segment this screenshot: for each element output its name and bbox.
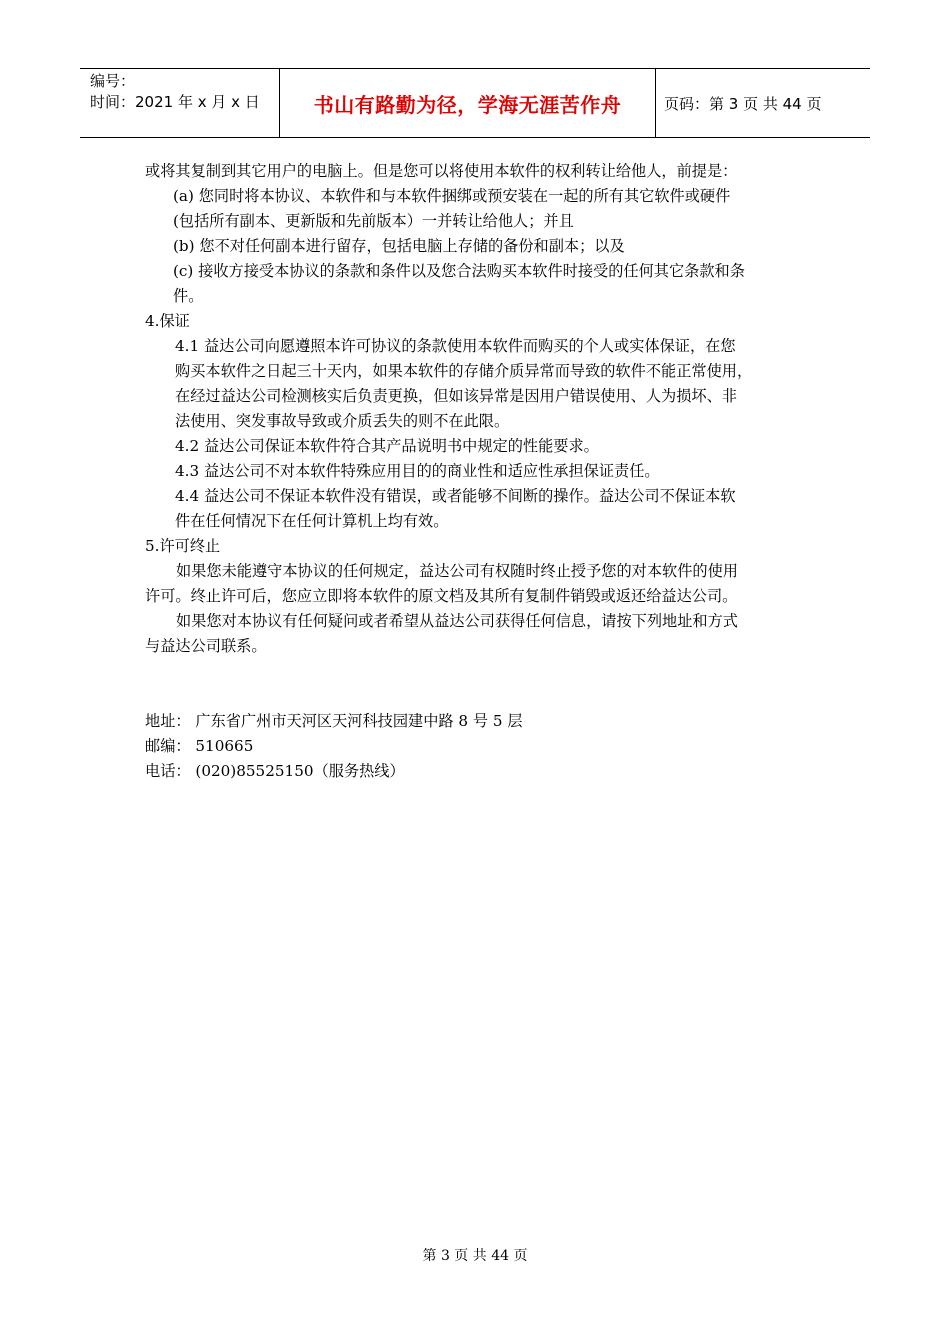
clause-c-line1: (c) 接收方接受本协议的条款和条件以及您合法购买本软件时接受的任何其它条款和条 xyxy=(173,262,745,280)
section-4-1-line1: 4.1 益达公司向愿遵照本许可协议的条款使用本软件而购买的个人或实体保证，在您 xyxy=(175,337,736,355)
section-4-2: 4.2 益达公司保证本软件符合其产品说明书中规定的性能要求。 xyxy=(175,437,599,455)
document-date: 时间：2021 年 x 月 x 日 xyxy=(90,93,260,111)
section-5-title: 5.许可终止 xyxy=(145,537,221,555)
section-4-4-line1: 4.4 益达公司不保证本软件没有错误，或者能够不间断的操作。益达公司不保证本软 xyxy=(175,487,736,505)
document-number-label: 编号： xyxy=(90,72,136,90)
footer-page-number: 第 3 页 共 44 页 xyxy=(422,1248,528,1264)
section-4-3: 4.3 益达公司不对本软件特殊应用目的的商业性和适应性承担保证责任。 xyxy=(175,462,660,480)
section-4-1-line3: 在经过益达公司检测核实后负责更换，但如该异常是因用户错误使用、人为损坏、非 xyxy=(175,387,737,405)
clause-c-line2: 件。 xyxy=(173,287,204,305)
section-5-paragraph2-line2: 与益达公司联系。 xyxy=(145,637,267,655)
clause-b: (b) 您不对任何副本进行留存，包括电脑上存储的备份和副本；以及 xyxy=(173,237,625,255)
contact-postcode: 邮编： 510665 xyxy=(145,737,254,755)
section-4-1-line4: 法使用、突发事故导致或介质丢失的则不在此限。 xyxy=(175,412,510,430)
contact-phone: 电话： (020)85525150（服务热线） xyxy=(145,762,405,780)
section-5-paragraph1-line1: 如果您未能遵守本协议的任何规定，益达公司有权随时终止授予您的对本软件的使用 xyxy=(176,562,738,580)
spacer xyxy=(145,659,813,709)
header-page-info: 页码：第 3 页 共 44 页 xyxy=(664,94,822,113)
section-4-4-line2: 件在任何情况下在任何计算机上均有效。 xyxy=(175,512,449,530)
section-4-1-line2: 购买本软件之日起三十天内，如果本软件的存储介质异常而导致的软件不能正常使用， xyxy=(175,362,753,380)
header-motto: 书山有路勤为径，学海无涯苦作舟 xyxy=(280,69,656,137)
section-4-title: 4.保证 xyxy=(145,312,190,330)
clause-a-line2: (包括所有副本、更新版和先前版本）一并转让给他人；并且 xyxy=(173,212,574,230)
body-paragraph: 或将其复制到其它用户的电脑上。但是您可以将使用本软件的权利转让给他人，前提是： xyxy=(145,162,738,180)
clause-a-line1: (a) 您同时将本协议、本软件和与本软件捆绑或预安装在一起的所有其它软件或硬件 xyxy=(173,187,731,205)
contact-address: 地址： 广东省广州市天河区天河科技园建中路 8 号 5 层 xyxy=(145,712,523,730)
section-5-paragraph1-line2: 许可。终止许可后，您应立即将本软件的原文档及其所有复制件销毁或返还给益达公司。 xyxy=(145,587,738,605)
document-body xyxy=(145,159,813,784)
header-meta xyxy=(80,69,280,137)
section-5-paragraph2-line1: 如果您对本协议有任何疑问或者希望从益达公司获得任何信息，请按下列地址和方式 xyxy=(176,612,738,630)
page-header xyxy=(80,68,870,138)
page-footer xyxy=(0,1245,950,1265)
